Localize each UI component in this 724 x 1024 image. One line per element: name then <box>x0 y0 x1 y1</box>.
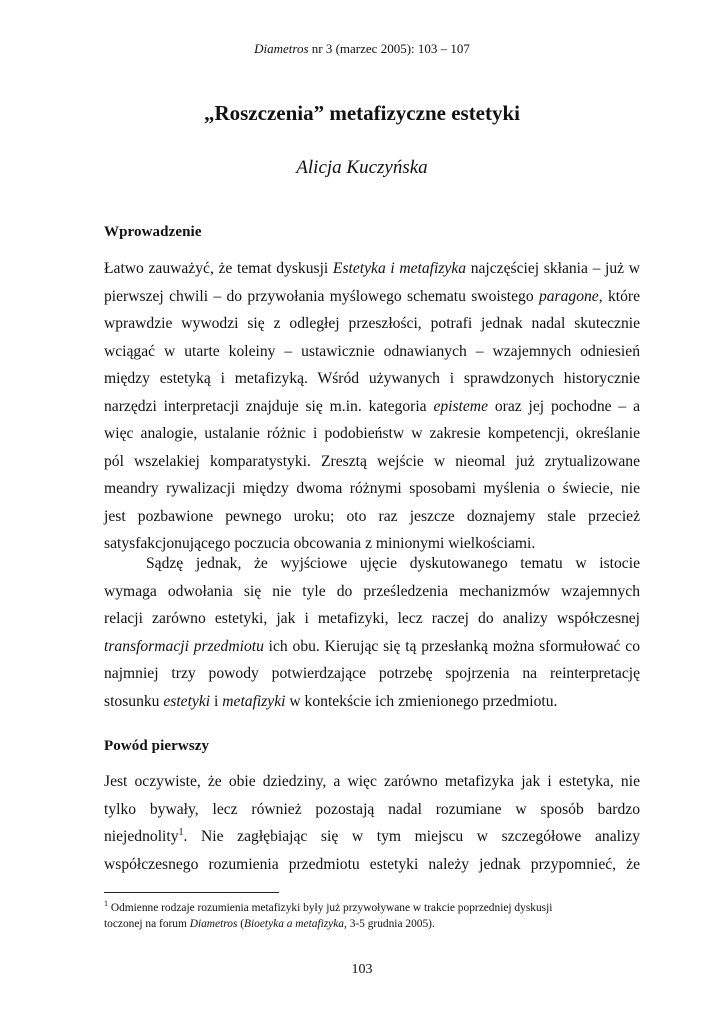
footnote <box>104 900 640 932</box>
paragraph-intro-2 <box>104 550 640 715</box>
footnote-reference[interactable]: 1 <box>178 826 184 838</box>
footnote-line: toczonej na forum Diametros (Bioetyka a metafizyka, 3-5 grudnia 2005). <box>104 918 435 930</box>
text-line: niejednolity$^1$. Nie zagłębiając się w tym miejscu w szczegółowe analizy <box>104 826 640 845</box>
footnote-divider <box>104 892 279 893</box>
text-line: Łatwo zauważyć, że temat dyskusji Estetyka i metafizyka najczęściej skłania – już w <box>104 260 640 277</box>
text-line: satysfakcjonującego poczucia obcowania z minionymi wielkościami. <box>104 535 536 552</box>
text-line: pól wszelakiej komparatystyki. Zresztą wejście w nieomal już zrytualizowane <box>104 452 640 470</box>
text-line: tylko bywały, lecz również pozostają nadal rozumiane w sposób bardzo <box>104 800 640 818</box>
text-line: transformacji przedmiotu ich obu. Kierując się tą przesłanką można sformułować co <box>104 637 640 655</box>
text-line: narzędzi interpretacji znajduje się m.in. kategoria episteme oraz jej pochodne – a <box>104 397 640 415</box>
emphasis: Estetyka i metafizyka <box>332 260 467 277</box>
running-head <box>0 41 724 57</box>
emphasis: estetyki <box>163 692 211 710</box>
footnote-marker: 1 <box>104 899 108 909</box>
emphasis: transformacji przedmiotu <box>104 637 264 655</box>
emphasis: episteme <box>433 397 488 415</box>
text-line: jest pozbawione pewnego uroku; oto raz jeszcze doznajemy stale przecież <box>104 507 640 525</box>
text-line: wprawdzie wywodzi się z odległej przeszłości, potrafi jednak nadal skutecznie <box>104 315 640 332</box>
article-author: Alicja Kuczyńska <box>296 157 428 178</box>
issue-details: nr 3 (marzec 2005): 103 – 107 <box>311 41 470 56</box>
text-line: wciągać w utarte koleiny – ustawicznie odnawianych – wzajemnych odniesień <box>104 342 640 360</box>
text-line: najmniej trzy powody potwierdzające potrzebę spojrzenia na reinterpretację <box>104 665 640 682</box>
text-line: meandry rywalizacji między dwoma różnymi sposobami myślenia o świecie, nie <box>104 480 640 497</box>
paragraph-intro-1 <box>104 255 640 558</box>
journal-name: Diametros <box>254 41 309 56</box>
article-title: „Roszczenia” metafizyczne estetyki <box>203 101 521 125</box>
paragraph-reason-1 <box>104 768 640 878</box>
emphasis: Bioetyka a metafizyka <box>244 918 344 930</box>
text-line: stosunku estetyki i metafizyki w kontekście ich zmienionego przedmiotu. <box>104 692 558 710</box>
section-heading-intro: Wprowadzenie <box>104 224 202 240</box>
emphasis: metafizyki <box>222 692 286 710</box>
text-line: Jest oczywiste, że obie dziedziny, a więc zarówno metafizyka jak i estetyka, nie <box>104 773 640 790</box>
emphasis: paragone <box>538 287 599 305</box>
text-line: pierwszej chwili – do przywołania myślowego schematu swoistego paragone, które <box>104 287 640 305</box>
text-line: Sądzę jednak, że wyjściowe ujęcie dyskutowanego tematu w istocie <box>146 555 640 572</box>
text-line: wymaga odwołania się nie tyle do prześledzenia mechanizmów wzajemnych <box>104 582 640 600</box>
text-line: więc analogie, ustalanie różnic i podobieństw w zakresie kompetencji, określanie <box>104 425 640 442</box>
page-number: 103 <box>351 962 373 977</box>
text-line: między estetyką i metafizyką. Wśród używanych i sprawdzonych historycznie <box>104 370 640 387</box>
emphasis: Diametros <box>189 918 238 930</box>
text-line: współczesnego rozumienia przedmiotu estetyki należy jednak przypomnieć, że <box>104 855 640 873</box>
section-heading-reason-1: Powód pierwszy <box>104 738 210 754</box>
text-line: relacji zarówno estetyki, jak i metafizyki, lecz raczej do analizy współczesnej <box>104 610 640 627</box>
footnote-line: $^1$ Odmienne rodzaje rozumienia metafizyki były już przywoływane w trakcie poprzedniej dyskusji <box>104 899 553 914</box>
